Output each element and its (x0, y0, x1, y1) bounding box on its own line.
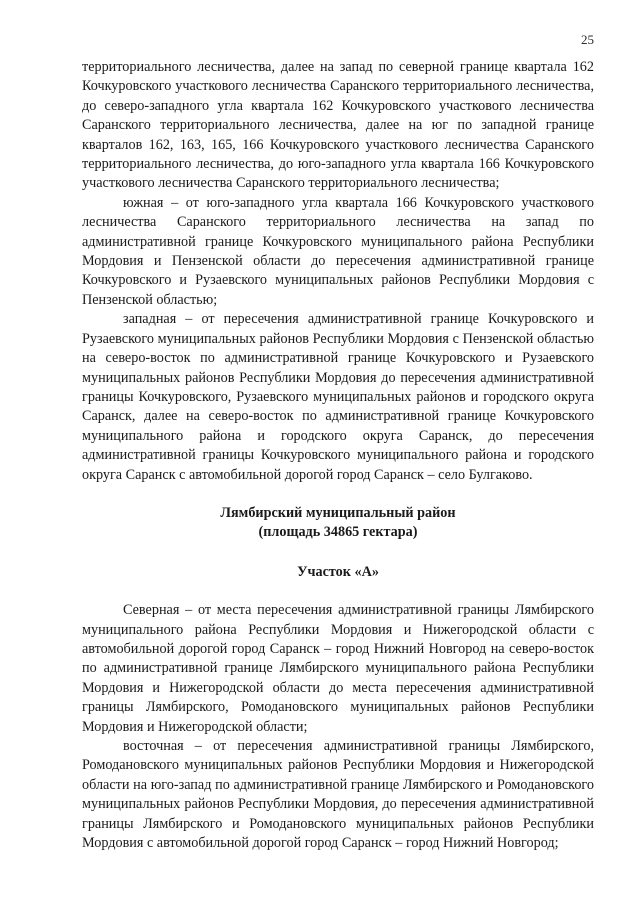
paragraph-north-boundary: Северная – от места пересечения административной границы Лямбирского муниципального района Республики Мордовия и Нижегородской области с автомобильной дорогой город Саранск – город Нижний Новгород на северо-восток по административной границе Лямбирского муниципального района Республики Мордовия и Нижегородской области до места пересечения административной границы Лямбирского, Ромодановского муниципальных районов Республики Мордовия и Нижегородской области; (82, 602, 594, 735)
section-heading-area: (площадь 34865 гектара) (258, 524, 418, 541)
subsection-heading: Участок «А» (297, 563, 379, 580)
paragraph-east-boundary: восточная – от пересечения административной границы Лямбирского, Ромодановского муниципальных районов Республики Мордовия и Нижегородской области на юго-запад по административной границе Лямбирского и Ромодановского муниципальных районов Республики Мордовия, до пересечения административной границы Лямбирского и Ромодановского муниципальных районов Республики Мордовия с автомобильной дорогой город Саранск – город Нижний Новгород; (82, 738, 594, 852)
paragraph-south-boundary: южная – от юго-западного угла квартала 166 Кочкуровского участкового лесничества Саранского территориального лесничества на запад по административной границе Кочкуровского муниципального района Республики Мордовия и Пензенской области до пересечения административной границе Кочкуровского и Рузаевского муниципальных районов Республики Мордовия с Пензенской областью; (82, 194, 594, 308)
page-number: 25 (581, 32, 594, 47)
section-heading-title: Лямбирский муниципальный район (220, 504, 456, 521)
paragraph-continuation: территориального лесничества, далее на запад по северной границе квартала 162 Кочкуровского участкового лесничества Саранского территориального лесничества, до северо-западного угла квартала 162 Кочкуровского участкового лесничества Саранского территориального лесничества, далее на юг по западной границе кварталов 162, 163, 165, 166 Кочкуровского участкового лесничества Саранского территориального лесничества, до юго-западного угла квартала 166 Кочкуровского участкового лесничества Саранского территориального лесничества; (82, 59, 594, 192)
paragraph-west-boundary: западная – от пересечения административной границе Кочкуровского и Рузаевского муниципальных районов Республики Мордовия с Пензенской областью на северо-восток по административной границе Кочкуровского и Рузаевского муниципальных районов Республики Мордовия до пересечения административной границы Кочкуровского, Рузаевского муниципальных районов и городского округа Саранск, далее на северо-восток по административной границе Кочкуровского муниципального района и городского округа Саранск, до пересечения административной границы Кочкуровского муниципального района и городского округа Саранск с автомобильной дорогой город Саранск – село Булгаково. (82, 311, 594, 483)
section-heading (82, 504, 594, 543)
document-body (82, 58, 594, 853)
